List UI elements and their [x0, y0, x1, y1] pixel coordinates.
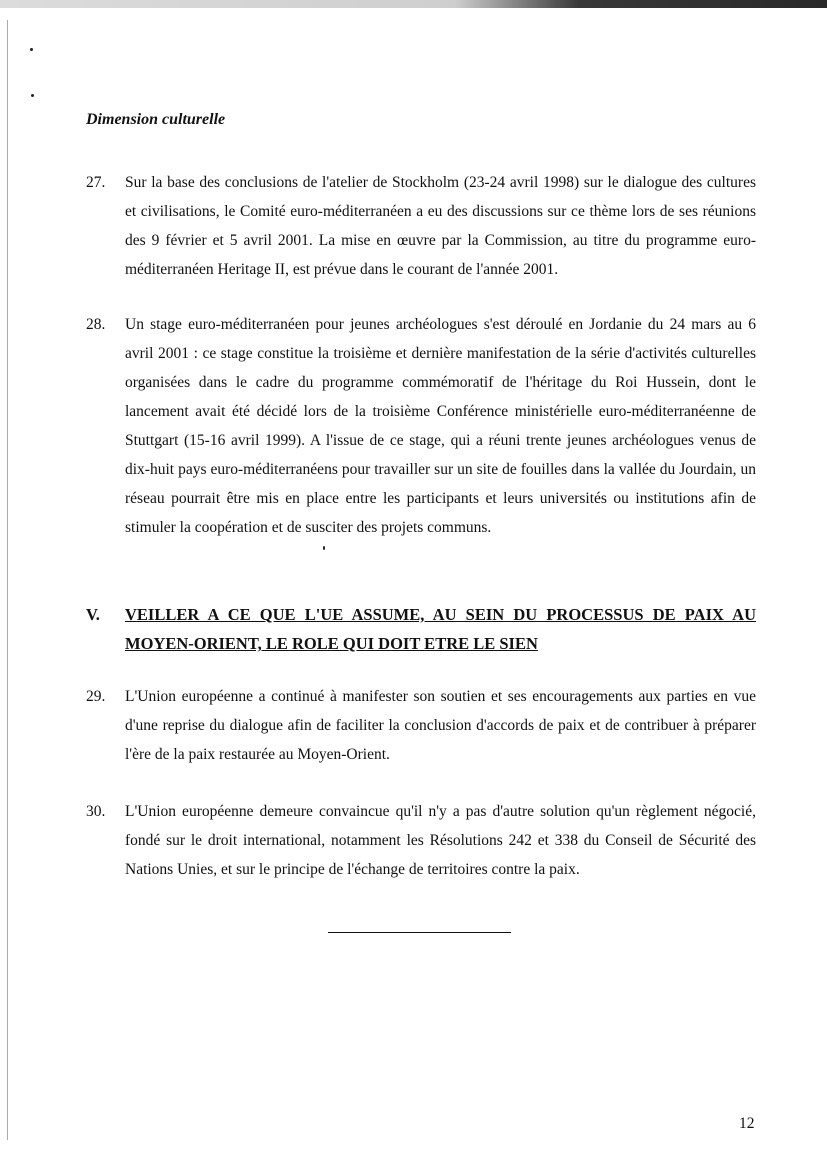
scan-speck: [323, 546, 325, 550]
page-number: 12: [739, 1115, 755, 1132]
paragraph-number: 28.: [86, 316, 106, 333]
paragraph-30: [86, 797, 756, 884]
paragraph-29: [86, 682, 756, 769]
paragraph-text: Sur la base des conclusions de l'atelier de Stockholm (23-24 avril 1998) sur le dialogue des cultures et civilisations, le Comité euro-méditerranéen a eu des discussions sur ce thème lors de ses réunions des 9 février et 5 avril 2001. La mise en œuvre par la Commission, au titre du programme euro-méditerranéen Heritage II, est prévue dans le courant de l'année 2001.: [125, 174, 756, 278]
paragraph-number: 27.: [86, 174, 106, 191]
paragraph-text: L'Union européenne a continué à manifester son soutien et ses encouragements aux parties en vue d'une reprise du dialogue afin de faciliter la conclusion d'accords de paix et de contribuer à préparer l'ère de la paix restaurée au Moyen-Orient.: [125, 688, 756, 763]
paragraph-number: 29.: [86, 688, 106, 705]
part-title: VEILLER A CE QUE L'UE ASSUME, AU SEIN DU PROCESSUS DE PAIX AU MOYEN-ORIENT, LE ROLE QUI DOIT ETRE LE SIEN: [125, 605, 756, 653]
end-rule: [328, 932, 511, 933]
section-title: Dimension culturelle: [86, 111, 226, 128]
part-heading: [86, 600, 756, 658]
scan-speck: [30, 48, 33, 51]
paragraph-28: [86, 310, 756, 542]
paragraph-27: [86, 168, 756, 284]
paragraph-text: Un stage euro-méditerranéen pour jeunes archéologues s'est déroulé en Jordanie du 24 mars au 6 avril 2001 : ce stage constitue la troisième et dernière manifestation de la série d'activités culturelles organisées dans le cadre du programme commémoratif de l'héritage du Roi Hussein, dont le lancement avait été décidé lors de la troisième Conférence ministérielle euro-méditerranéenne de Stuttgart (15-16 avril 1999). A l'issue de ce stage, qui a réuni trente jeunes archéologues venus de dix-huit pays euro-méditerranéens pour travailler sur un site de fouilles dans la vallée du Jourdain, un réseau pourrait être mis en place entre les participants et leurs universités ou institutions afin de stimuler la coopération et de susciter des projets communs.: [125, 316, 756, 536]
paragraph-text: L'Union européenne demeure convaincue qu'il n'y a pas d'autre solution qu'un règlement négocié, fondé sur le droit international, notamment les Résolutions 242 et 338 du Conseil de Sécurité des Nations Unies, et sur le principe de l'échange de territoires contre la paix.: [125, 803, 756, 878]
scan-edge-top: [0, 0, 827, 8]
scan-speck: [31, 94, 34, 97]
paragraph-number: 30.: [86, 803, 106, 820]
part-number: V.: [86, 605, 100, 624]
scan-edge-left: [7, 20, 8, 1140]
